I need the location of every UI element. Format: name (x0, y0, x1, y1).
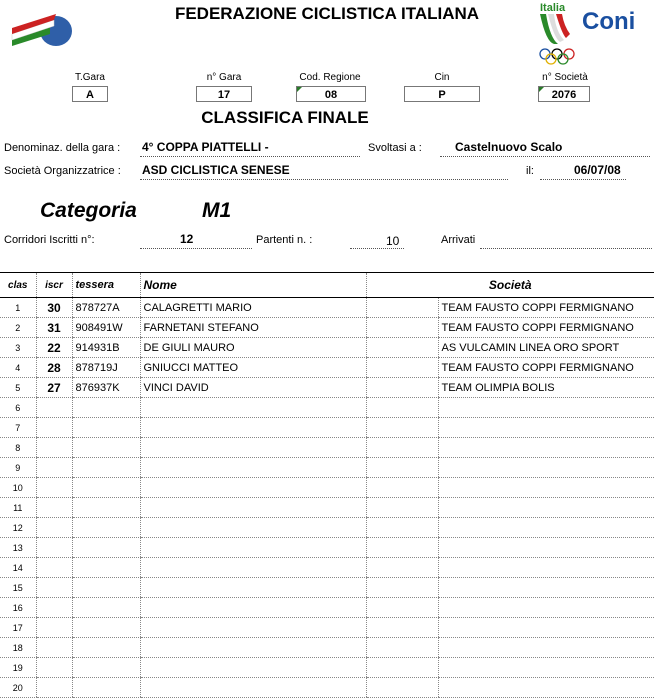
row-societa: TEAM OLIMPIA BOLIS (438, 378, 654, 398)
row-spacer (366, 318, 438, 338)
table-row (0, 558, 654, 578)
row-tessera (72, 398, 140, 418)
row-clas: 14 (0, 558, 36, 578)
row-tessera (72, 598, 140, 618)
row-clas: 10 (0, 478, 36, 498)
iscritti-value: 12 (180, 232, 194, 246)
row-nome (140, 618, 366, 638)
row-spacer (366, 598, 438, 618)
row-societa (438, 638, 654, 658)
row-spacer (366, 518, 438, 538)
tgara-label: T.Gara (74, 72, 105, 83)
row-spacer (366, 578, 438, 598)
table-row (0, 318, 654, 338)
row-iscr (36, 478, 72, 498)
row-societa: TEAM FAUSTO COPPI FERMIGNANO (438, 358, 654, 378)
coni-wordmark: Coni (582, 8, 636, 35)
race-name-label: Denominaz. della gara : (4, 142, 121, 154)
row-clas: 11 (0, 498, 36, 518)
tgara-field[interactable]: A (72, 86, 108, 102)
row-clas: 3 (0, 338, 36, 358)
row-tessera (72, 478, 140, 498)
row-societa (438, 478, 654, 498)
row-spacer (366, 458, 438, 478)
table-row (0, 358, 654, 378)
arrivati-line (480, 247, 652, 249)
row-clas: 9 (0, 458, 36, 478)
row-clas: 17 (0, 618, 36, 638)
date-line (540, 178, 626, 180)
row-nome (140, 498, 366, 518)
row-societa (438, 578, 654, 598)
coni-flag-mark (536, 12, 584, 46)
row-tessera (72, 498, 140, 518)
row-nome: DE GIULI MAURO (140, 338, 366, 358)
row-tessera (72, 578, 140, 598)
row-iscr (36, 658, 72, 678)
row-nome (140, 658, 366, 678)
row-spacer (366, 298, 438, 318)
table-row (0, 298, 654, 318)
row-societa (438, 518, 654, 538)
row-clas: 5 (0, 378, 36, 398)
row-nome: VINCI DAVID (140, 378, 366, 398)
row-iscr: 31 (36, 318, 72, 338)
row-clas: 15 (0, 578, 36, 598)
header-clas: clas (0, 273, 36, 298)
row-societa (438, 498, 654, 518)
row-societa (438, 418, 654, 438)
table-row (0, 578, 654, 598)
codregione-label: Cod. Regione (299, 72, 361, 83)
row-nome (140, 438, 366, 458)
table-row (0, 618, 654, 638)
nsocieta-field[interactable]: 2076 (538, 86, 590, 102)
nsocieta-label: n° Società (542, 72, 588, 83)
olympic-rings-icon (538, 48, 578, 66)
row-societa (438, 458, 654, 478)
row-tessera (72, 538, 140, 558)
row-clas: 20 (0, 678, 36, 698)
header-iscr: iscr (36, 273, 72, 298)
table-row (0, 398, 654, 418)
classifica-title: CLASSIFICA FINALE (201, 108, 369, 127)
row-clas: 18 (0, 638, 36, 658)
row-clas: 2 (0, 318, 36, 338)
row-societa: TEAM FAUSTO COPPI FERMIGNANO (438, 318, 654, 338)
row-spacer (366, 638, 438, 658)
row-clas: 12 (0, 518, 36, 538)
row-societa (438, 678, 654, 698)
row-societa (438, 438, 654, 458)
row-societa (438, 658, 654, 678)
row-spacer (366, 498, 438, 518)
table-row (0, 638, 654, 658)
row-iscr: 27 (36, 378, 72, 398)
row-spacer (366, 658, 438, 678)
coni-logo (536, 2, 648, 68)
row-societa (438, 558, 654, 578)
location-value: Castelnuovo Scalo (455, 140, 563, 154)
row-iscr (36, 618, 72, 638)
location-line (440, 155, 650, 157)
org-line (140, 178, 508, 180)
row-nome (140, 558, 366, 578)
row-tessera (72, 618, 140, 638)
row-nome (140, 398, 366, 418)
header-nome: Nome (140, 273, 366, 298)
row-iscr (36, 638, 72, 658)
row-clas: 19 (0, 658, 36, 678)
header-societa: Società (366, 273, 654, 298)
partenti-line (350, 247, 404, 249)
row-spacer (366, 378, 438, 398)
table-row (0, 458, 654, 478)
row-nome: GNIUCCI MATTEO (140, 358, 366, 378)
row-nome (140, 518, 366, 538)
row-societa (438, 598, 654, 618)
ngara-field[interactable]: 17 (196, 86, 252, 102)
row-nome (140, 538, 366, 558)
row-tessera (72, 518, 140, 538)
date-value: 06/07/08 (574, 163, 621, 177)
row-iscr (36, 578, 72, 598)
row-spacer (366, 418, 438, 438)
row-iscr (36, 458, 72, 478)
row-iscr (36, 518, 72, 538)
table-row (0, 538, 654, 558)
row-iscr (36, 418, 72, 438)
table-row (0, 518, 654, 538)
cin-label: Cin (434, 72, 450, 83)
row-iscr (36, 558, 72, 578)
table-row (0, 658, 654, 678)
row-iscr (36, 438, 72, 458)
row-tessera: 908491W (72, 318, 140, 338)
row-spacer (366, 358, 438, 378)
table-row (0, 378, 654, 398)
row-tessera (72, 438, 140, 458)
row-iscr (36, 678, 72, 698)
coni-italia-text: Italia (540, 2, 566, 14)
row-iscr: 22 (36, 338, 72, 358)
partenti-value: 10 (386, 234, 400, 248)
row-tessera: 914931B (72, 338, 140, 358)
row-tessera (72, 458, 140, 478)
row-tessera: 878727A (72, 298, 140, 318)
row-tessera (72, 558, 140, 578)
row-clas: 16 (0, 598, 36, 618)
row-societa (438, 618, 654, 638)
row-nome (140, 678, 366, 698)
date-label: il: (526, 165, 534, 177)
row-clas: 4 (0, 358, 36, 378)
org-label: Società Organizzatrice : (4, 165, 121, 177)
row-iscr (36, 398, 72, 418)
table-row (0, 478, 654, 498)
org-value: ASD CICLISTICA SENESE (142, 163, 290, 177)
cin-field[interactable]: P (404, 86, 480, 102)
iscritti-line (140, 247, 252, 249)
row-iscr: 30 (36, 298, 72, 318)
row-tessera: 876937K (72, 378, 140, 398)
row-nome (140, 638, 366, 658)
row-spacer (366, 678, 438, 698)
row-societa (438, 538, 654, 558)
row-nome (140, 478, 366, 498)
row-clas: 7 (0, 418, 36, 438)
row-societa (438, 398, 654, 418)
category-value: M1 (202, 199, 232, 222)
row-spacer (366, 618, 438, 638)
row-nome (140, 418, 366, 438)
table-row (0, 678, 654, 698)
row-tessera (72, 678, 140, 698)
ngara-label: n° Gara (206, 72, 242, 83)
row-iscr (36, 598, 72, 618)
row-nome (140, 458, 366, 478)
row-spacer (366, 338, 438, 358)
row-spacer (366, 538, 438, 558)
row-nome: FARNETANI STEFANO (140, 318, 366, 338)
row-clas: 6 (0, 398, 36, 418)
row-tessera: 878719J (72, 358, 140, 378)
row-tessera (72, 658, 140, 678)
row-clas: 1 (0, 298, 36, 318)
row-nome (140, 578, 366, 598)
row-tessera (72, 638, 140, 658)
federation-title: FEDERAZIONE CICLISTICA ITALIANA (174, 4, 480, 23)
row-spacer (366, 478, 438, 498)
race-name-line (140, 155, 360, 157)
table-row (0, 498, 654, 518)
row-spacer (366, 438, 438, 458)
iscritti-label: Corridori Iscritti n°: (4, 234, 95, 246)
codregione-field[interactable]: 08 (296, 86, 366, 102)
location-label: Svoltasi a : (368, 142, 422, 154)
row-iscr: 28 (36, 358, 72, 378)
row-spacer (366, 398, 438, 418)
table-row (0, 598, 654, 618)
row-spacer (366, 558, 438, 578)
results-table (0, 272, 654, 698)
table-row (0, 418, 654, 438)
row-nome: CALAGRETTI MARIO (140, 298, 366, 318)
row-tessera (72, 418, 140, 438)
row-iscr (36, 498, 72, 518)
header-tessera: tessera (72, 273, 140, 298)
category-label: Categoria (40, 199, 137, 222)
row-clas: 13 (0, 538, 36, 558)
row-nome (140, 598, 366, 618)
table-row (0, 438, 654, 458)
row-societa: TEAM FAUSTO COPPI FERMIGNANO (438, 298, 654, 318)
partenti-label: Partenti n. : (256, 234, 313, 246)
race-name-value: 4° COPPA PIATTELLI - (142, 140, 269, 154)
table-header-row (0, 273, 654, 298)
row-iscr (36, 538, 72, 558)
row-societa: AS VULCAMIN LINEA ORO SPORT (438, 338, 654, 358)
arrivati-label: Arrivati (441, 234, 476, 246)
table-row (0, 338, 654, 358)
row-clas: 8 (0, 438, 36, 458)
